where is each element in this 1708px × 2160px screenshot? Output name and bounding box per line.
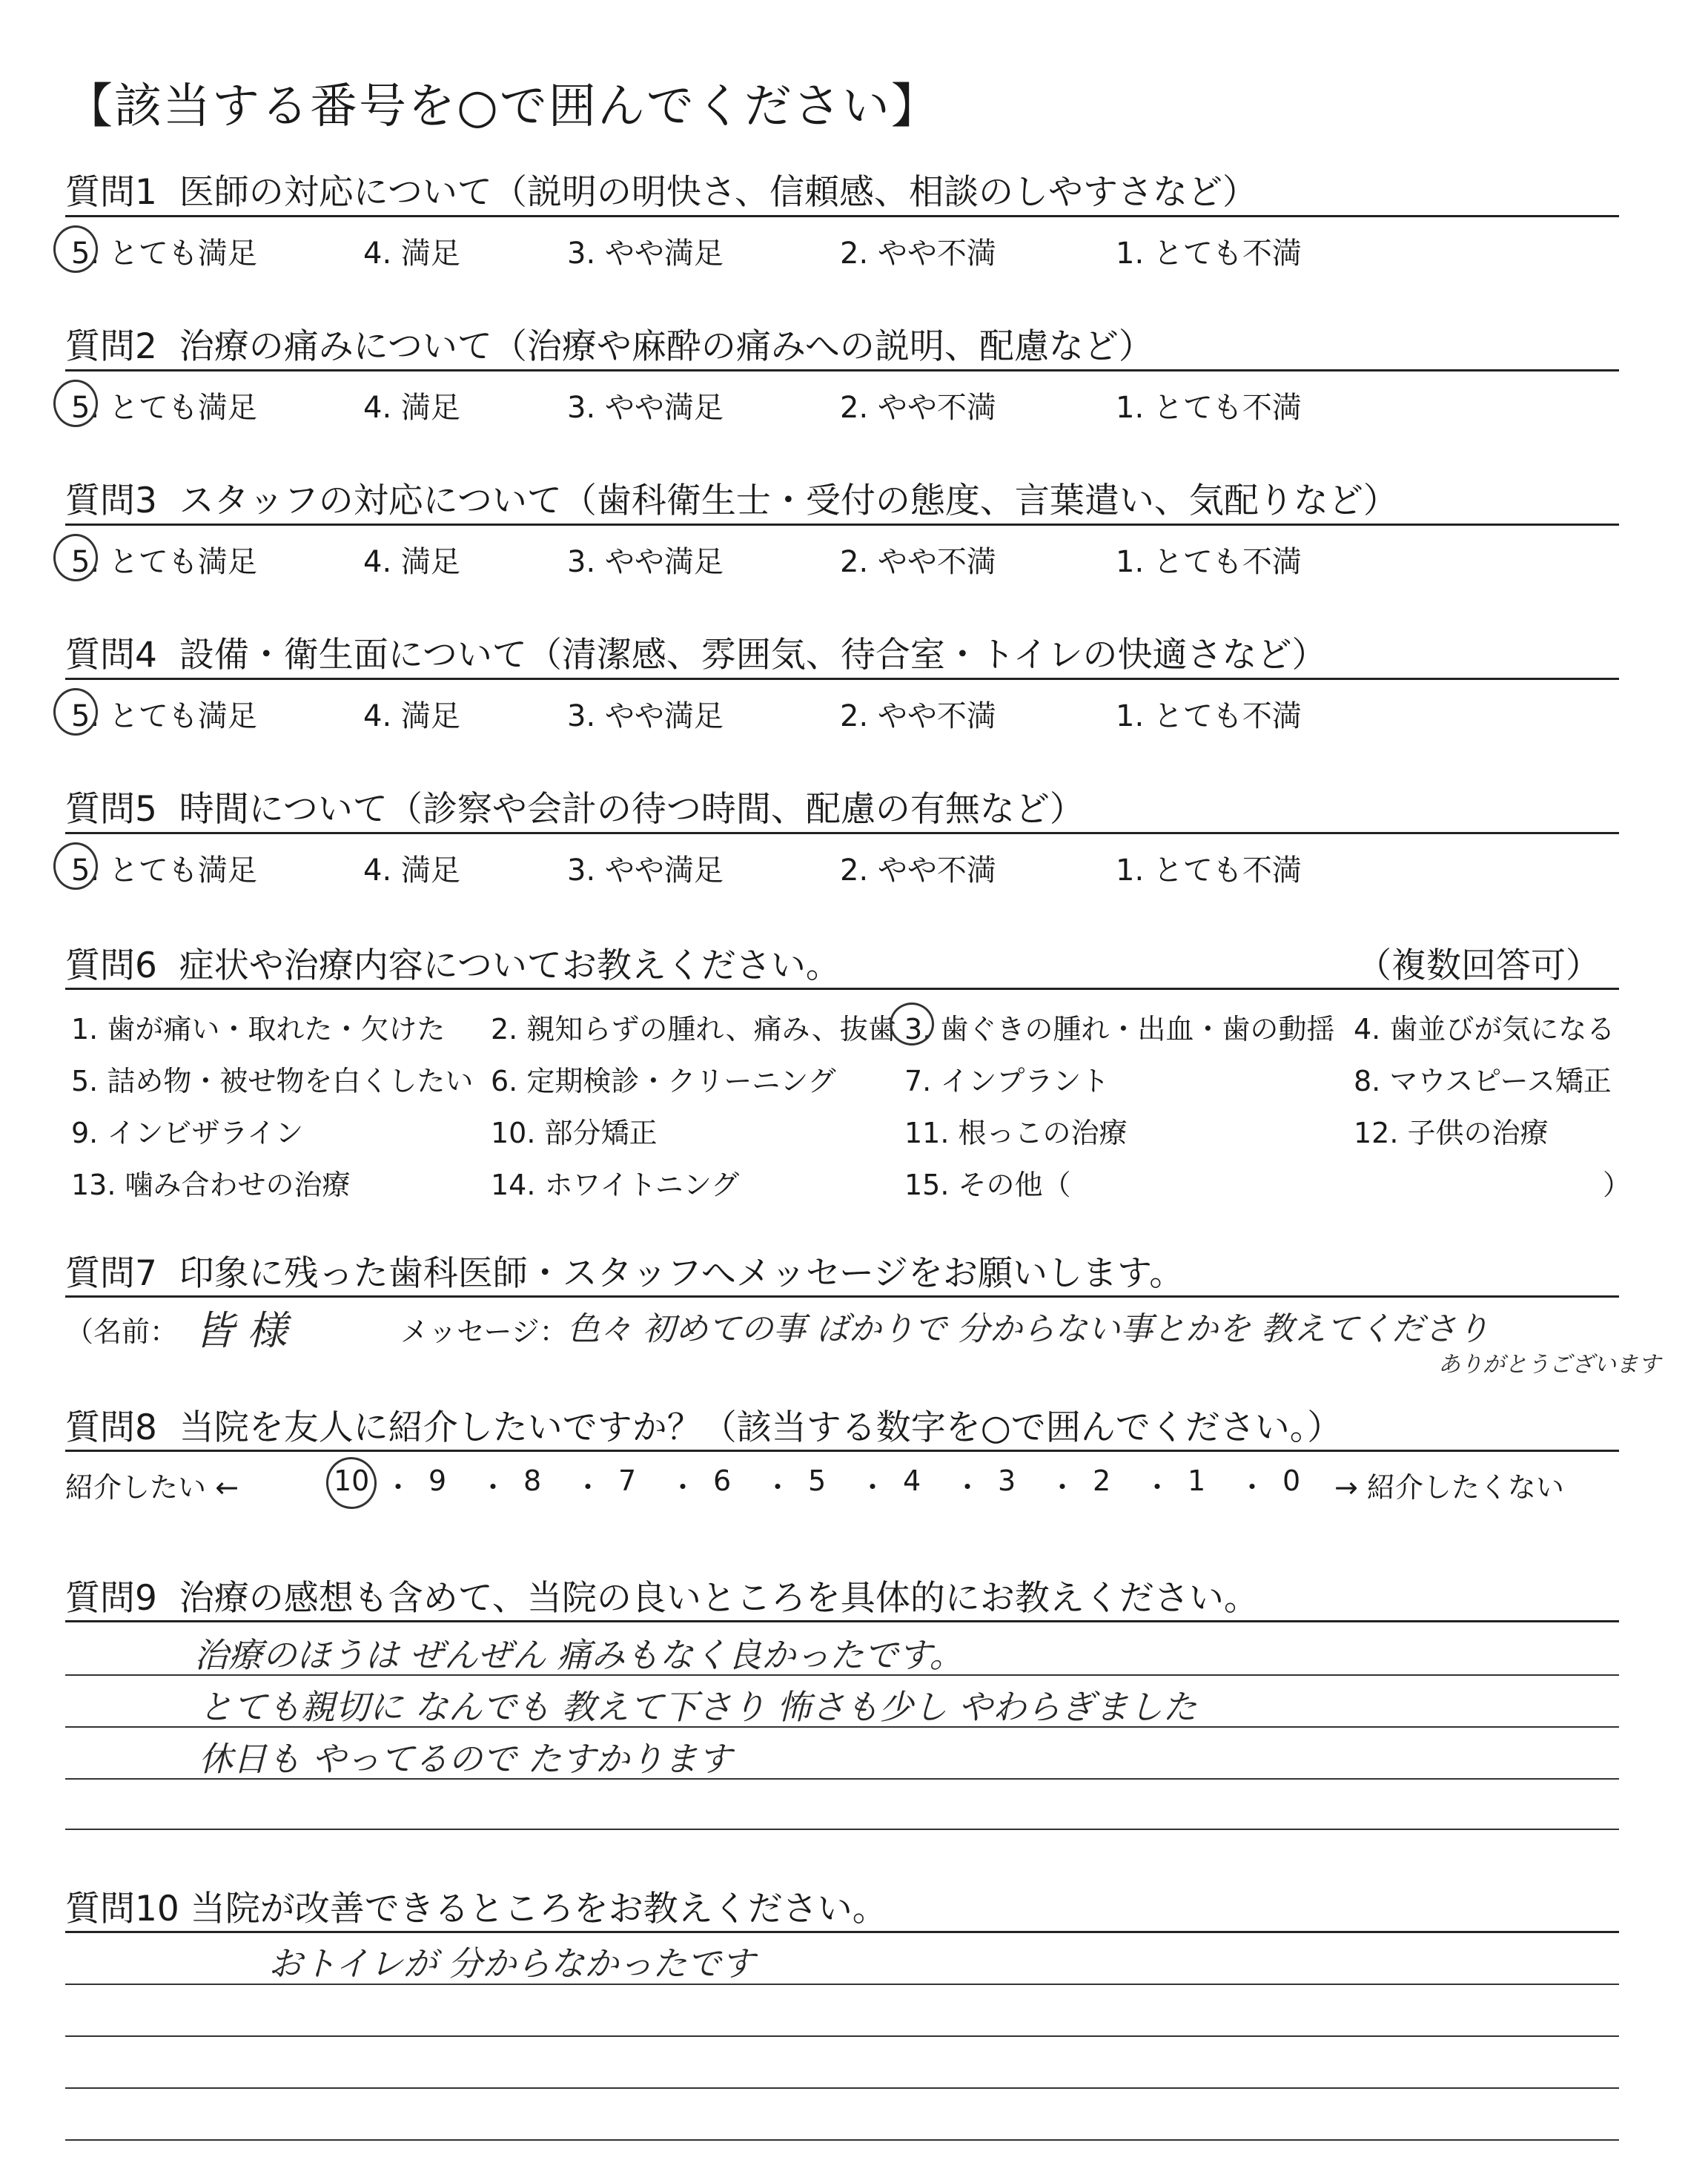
question-2-text: 治療の痛みについて（治療や麻酔の痛みへの説明、配慮など） — [179, 326, 1153, 367]
question-9-rule — [65, 1620, 1619, 1622]
q7-name-label: （名前： — [65, 1315, 179, 1348]
q6-option-1[interactable]: 1. 歯が痛い・取れた・欠けた — [71, 1013, 446, 1046]
question-6-note: （複数回答可） — [1357, 945, 1601, 986]
q6-option-3[interactable]: 3. 歯ぐきの腫れ・出血・歯の動揺 — [904, 1013, 1335, 1046]
q8-scale-separator: ・ — [479, 1471, 508, 1504]
q1-option-5[interactable]: 5. とても満足 — [71, 237, 257, 271]
question-5-label: 質問5 — [65, 789, 157, 830]
q6-option-4[interactable]: 4. 歯並びが気になる — [1354, 1013, 1615, 1046]
q9-answer-line-2[interactable]: とても親切に なんでも 教えて下さり 怖さも少し やわらぎました — [199, 1687, 1197, 1727]
question-10-heading — [65, 1881, 887, 1931]
question-1-rule — [65, 215, 1619, 217]
q8-scale-option-3[interactable]: 3 — [998, 1464, 1016, 1497]
question-8-heading — [65, 1400, 1342, 1450]
q6-option-15-close-paren: ） — [1603, 1169, 1632, 1201]
q8-scale-option-9[interactable]: 9 — [428, 1464, 447, 1497]
q7-name-value[interactable]: 皆 様 — [194, 1307, 288, 1354]
question-10-text: 当院が改善できるところをお教えください。 — [190, 1889, 887, 1929]
q8-scale-option-1[interactable]: 1 — [1188, 1464, 1206, 1497]
question-8-text: 当院を友人に紹介したいですか？（該当する数字を○で囲んでください。） — [179, 1407, 1343, 1448]
question-6-label: 質問6 — [65, 945, 157, 986]
question-2-label: 質問2 — [65, 326, 157, 367]
q8-scale-option-0[interactable]: 0 — [1282, 1464, 1301, 1497]
question-3-label: 質問3 — [65, 480, 157, 521]
q8-scale-option-7[interactable]: 7 — [618, 1464, 637, 1497]
q8-scale-separator: ・ — [384, 1471, 413, 1504]
q3-option-3[interactable]: 3. やや満足 — [567, 545, 724, 579]
q4-selected-circle — [53, 688, 98, 736]
page-title: 【該当する番号を○で囲んでください】 — [65, 79, 940, 134]
question-6-heading — [65, 938, 841, 988]
q8-scale-option-4[interactable]: 4 — [903, 1464, 921, 1497]
q1-selected-circle — [53, 225, 98, 273]
q9-answer-line — [65, 1829, 1619, 1830]
question-6-rule — [65, 988, 1619, 990]
q8-scale-separator: ・ — [764, 1471, 792, 1504]
q3-selected-circle — [53, 534, 98, 581]
q2-option-3[interactable]: 3. やや満足 — [567, 391, 724, 425]
q6-option-8[interactable]: 8. マウスピース矯正 — [1354, 1065, 1612, 1097]
question-5-rule — [65, 832, 1619, 834]
q2-option-2[interactable]: 2. やや不満 — [840, 391, 996, 425]
question-4-label: 質問4 — [65, 635, 157, 676]
q2-option-5[interactable]: 5. とても満足 — [71, 391, 257, 425]
q8-right-label: → 紹介したくない — [1334, 1471, 1564, 1504]
q2-option-4[interactable]: 4. 満足 — [363, 391, 460, 425]
q5-option-3[interactable]: 3. やや満足 — [567, 853, 724, 888]
q8-scale-separator: ・ — [1143, 1471, 1172, 1504]
q8-scale-option-10[interactable]: 10 — [334, 1464, 370, 1497]
question-8-label: 質問8 — [65, 1407, 157, 1448]
q6-option-11[interactable]: 11. 根っこの治療 — [904, 1117, 1128, 1149]
question-7-label: 質問7 — [65, 1253, 157, 1294]
q3-option-2[interactable]: 2. やや不満 — [840, 545, 996, 579]
q6-option-5[interactable]: 5. 詰め物・被せ物を白くしたい — [71, 1065, 474, 1097]
q5-selected-circle — [53, 842, 98, 890]
q8-scale-option-5[interactable]: 5 — [808, 1464, 827, 1497]
question-4-text: 設備・衛生面について（清潔感、雰囲気、待合室・トイレの快適さなど） — [179, 635, 1327, 676]
question-7-heading — [65, 1246, 1184, 1295]
q5-option-5[interactable]: 5. とても満足 — [71, 853, 257, 888]
q7-message-label: メッセージ： — [400, 1315, 568, 1348]
q3-option-4[interactable]: 4. 満足 — [363, 545, 460, 579]
q4-option-1[interactable]: 1. とても不満 — [1116, 699, 1302, 733]
question-3-heading — [65, 473, 1398, 523]
question-1-label: 質問1 — [65, 172, 157, 213]
question-2-heading — [65, 319, 1153, 369]
q4-option-3[interactable]: 3. やや満足 — [567, 699, 724, 733]
q9-answer-line-1[interactable]: 治療のほうは ぜんぜん 痛みもなく良かったです。 — [194, 1635, 964, 1675]
q5-option-4[interactable]: 4. 満足 — [363, 853, 460, 888]
q10-answer-line-1[interactable]: おトイレが 分からなかったです — [268, 1943, 755, 1984]
q7-message-line-2[interactable]: ありがとうございます — [1438, 1352, 1661, 1378]
q8-scale-option-2[interactable]: 2 — [1093, 1464, 1111, 1497]
q6-option-13[interactable]: 13. 噛み合わせの治療 — [71, 1169, 351, 1201]
q3-option-5[interactable]: 5. とても満足 — [71, 545, 257, 579]
q1-option-2[interactable]: 2. やや不満 — [840, 237, 996, 271]
question-2-rule — [65, 369, 1619, 371]
q10-answer-line — [65, 2139, 1619, 2141]
q1-option-4[interactable]: 4. 満足 — [363, 237, 460, 271]
q8-scale-separator: ・ — [858, 1471, 887, 1504]
q6-selected-circle — [890, 1003, 934, 1046]
question-5-heading — [65, 782, 1085, 831]
q10-answer-line — [65, 2087, 1619, 2089]
q8-scale-separator: ・ — [574, 1471, 603, 1504]
q6-option-7[interactable]: 7. インプラント — [904, 1065, 1110, 1097]
question-9-heading — [65, 1571, 1259, 1620]
q3-option-1[interactable]: 1. とても不満 — [1116, 545, 1302, 579]
question-9-label: 質問9 — [65, 1578, 157, 1619]
q9-answer-line-3[interactable]: 休日も やってるので たすかります — [199, 1739, 732, 1779]
q8-scale-separator: ・ — [1238, 1471, 1267, 1504]
q4-option-2[interactable]: 2. やや不満 — [840, 699, 996, 733]
q8-scale-separator: ・ — [953, 1471, 982, 1504]
q4-option-5[interactable]: 5. とても満足 — [71, 699, 257, 733]
question-5-text: 時間について（診察や会計の待つ時間、配慮の有無など） — [179, 789, 1085, 830]
q6-option-14[interactable]: 14. ホワイトニング — [491, 1169, 740, 1201]
q5-option-1[interactable]: 1. とても不満 — [1116, 853, 1302, 888]
q8-left-label: 紹介したい ← — [65, 1471, 239, 1504]
q2-option-1[interactable]: 1. とても不満 — [1116, 391, 1302, 425]
question-7-text: 印象に残った歯科医師・スタッフへメッセージをお願いします。 — [179, 1253, 1185, 1294]
q8-scale-option-6[interactable]: 6 — [713, 1464, 732, 1497]
question-4-rule — [65, 678, 1619, 680]
q6-option-6[interactable]: 6. 定期検診・クリーニング — [491, 1065, 836, 1097]
q8-scale-separator: ・ — [1048, 1471, 1077, 1504]
question-3-rule — [65, 524, 1619, 526]
q6-option-10[interactable]: 10. 部分矯正 — [491, 1117, 658, 1149]
q2-selected-circle — [53, 380, 98, 427]
q6-option-9[interactable]: 9. インビザライン — [71, 1117, 304, 1149]
question-10-label: 質問10 — [65, 1889, 179, 1929]
q6-option-2[interactable]: 2. 親知らずの腫れ、痛み、抜歯 — [491, 1013, 896, 1046]
q10-answer-line — [65, 2035, 1619, 2037]
q1-option-3[interactable]: 3. やや満足 — [567, 237, 724, 271]
question-6-text: 症状や治療内容についてお教えください。 — [179, 945, 841, 986]
q5-option-2[interactable]: 2. やや不満 — [840, 853, 996, 888]
question-1-heading — [65, 165, 1257, 214]
q8-scale-separator: ・ — [669, 1471, 698, 1504]
q1-option-1[interactable]: 1. とても不満 — [1116, 237, 1302, 271]
question-4-heading — [65, 627, 1327, 677]
q8-scale-option-8[interactable]: 8 — [523, 1464, 542, 1497]
q7-message-line-1[interactable]: 色々 初めての事 ばかりで 分からない事とかを 教えてくださり — [567, 1310, 1489, 1348]
question-3-text: スタッフの対応について（歯科衛生士・受付の態度、言葉遣い、気配りなど） — [179, 480, 1398, 521]
question-8-rule — [65, 1450, 1619, 1452]
question-1-text: 医師の対応について（説明の明快さ、信頼感、相談のしやすさなど） — [179, 172, 1257, 213]
question-9-text: 治療の感想も含めて、当院の良いところを具体的にお教えください。 — [179, 1578, 1259, 1619]
q6-option-12[interactable]: 12. 子供の治療 — [1354, 1117, 1549, 1149]
question-7-rule — [65, 1295, 1619, 1298]
q8-selected-circle — [322, 1454, 380, 1513]
q6-option-15[interactable]: 15. その他（ — [904, 1169, 1071, 1201]
question-10-rule — [65, 1931, 1619, 1933]
q4-option-4[interactable]: 4. 満足 — [363, 699, 460, 733]
